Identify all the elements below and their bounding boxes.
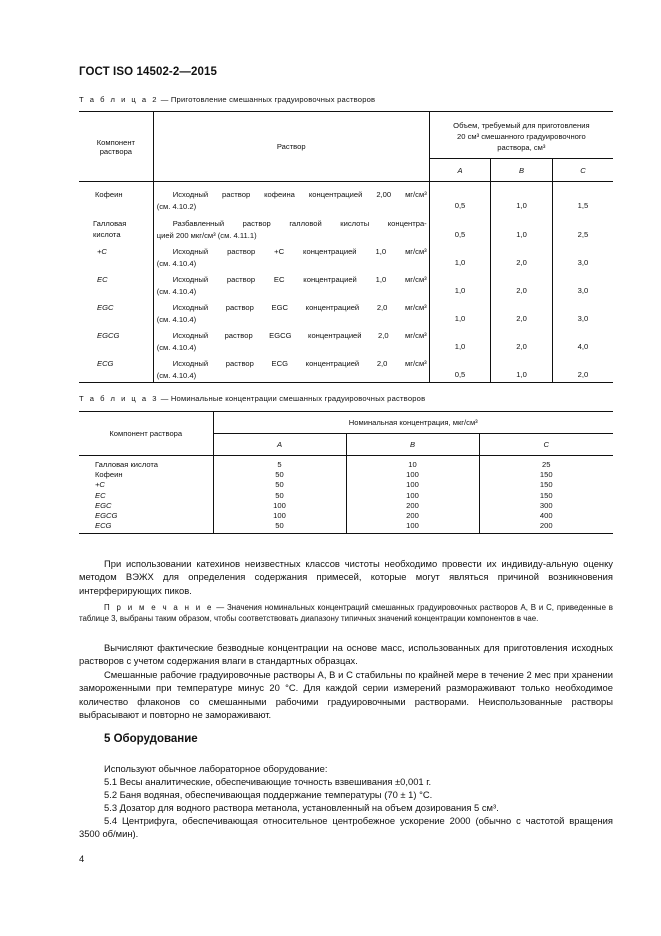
t3-cell-component: ECG: [79, 521, 213, 534]
item-5-4: 5.4 Центрифуга, обеспечивающая относительное центробежное ускорение 2000 (обычно с частотой вращения 3500 об/мин).: [79, 815, 613, 840]
t3-row: [79, 511, 613, 521]
t3-cell-component: Галловая кислота: [79, 456, 213, 471]
t2-solution-line1: Исходный раствор +C концентрацией 1,0 мг/см³: [172, 246, 427, 256]
t3-cell-component: +C: [79, 480, 213, 490]
t3-subheader-c: C: [479, 434, 613, 456]
t2-cell-component: ECG: [79, 355, 153, 383]
table2-caption: [79, 95, 375, 104]
t2-solution-line2: (см. 4.10.4): [156, 258, 197, 268]
t3-row: [79, 480, 613, 490]
t2-cell-a: 0,5: [429, 215, 491, 243]
t2-body: [79, 182, 613, 383]
document-header: ГОСТ ISO 14502-2—2015: [79, 66, 217, 78]
t2-cell-solution: [153, 327, 429, 355]
t3-cell-c: 200: [479, 521, 613, 534]
t2-subheader-c: C: [552, 159, 613, 182]
t3-subheader-a: A: [213, 434, 346, 456]
t3-cell-b: 10: [346, 456, 479, 471]
t2-cell-solution: [153, 299, 429, 327]
t3-cell-a: 100: [213, 511, 346, 521]
t2-header-volume-line2: 20 см³ смешанного градуировочного: [457, 131, 586, 141]
table2-caption-label: Т а б л и ц а 2: [79, 95, 159, 104]
paragraph-3: Смешанные рабочие градуировочные растворы A, B и C стабильны по крайней мере в течение 2 мес при хранении замороженными при температуре минус 20 °C. Для каждой серии измерений размораживают только необходимое количество флаконов со смешанными рабочими градуировочными растворами. Неиспользованные растворы выбрасывают и повторно не замораживают.: [79, 669, 613, 720]
t2-solution-line1: Исходный раствор ECG концентрацией 2,0 мг/см³: [172, 358, 427, 368]
t2-cell-component: EC: [79, 271, 153, 299]
t3-row: [79, 521, 613, 534]
note-text: — Значения номинальных концентраций смешанных градуировочных растворов A, B и C, приведенные в таблице 3, выбраны таким образом, чтобы соответствовать диапазону типичных значений концентрации компонентов в чае.: [79, 603, 613, 624]
t2-subheader-b: B: [491, 159, 553, 182]
t2-cell-solution: [153, 215, 429, 243]
t3-body: [79, 456, 613, 534]
t2-cell-b: 1,0: [491, 182, 553, 215]
t2-cell-solution: [153, 182, 429, 215]
t2-cell-c: 2,5: [577, 229, 589, 239]
t3-cell-c: 150: [539, 470, 553, 480]
t2-row: [79, 355, 613, 383]
item-5-1: 5.1 Весы аналитические, обеспечивающие точность взвешивания ±0,001 г.: [104, 776, 432, 787]
t2-cell-component: Кофеин: [79, 182, 153, 215]
item-5-3: 5.3 Дозатор для водного раствора метанола, установленный на объем дозирования 5 см³.: [104, 802, 499, 813]
t3-cell-b: 200: [346, 501, 479, 511]
t2-header-component: [79, 112, 153, 182]
t2-cell-a: 0,5: [429, 182, 491, 215]
table3-caption: [79, 394, 425, 403]
t2-header-component-line1: Компонент: [96, 137, 136, 147]
t3-cell-c: 150: [539, 490, 553, 500]
paragraph-1: При использовании катехинов неизвестных классов чистоты необходимо провести их индивиду-альную оценку методом ВЭЖХ для определения содержания примесей, которые могут являться причиной возникновения интерферирующих пиков.: [79, 558, 613, 596]
section-title: 5 Оборудование: [104, 733, 198, 745]
t2-solution-line2: (см. 4.10.4): [156, 314, 197, 324]
t2-cell-c: 4,0: [577, 341, 589, 351]
t2-row: [79, 243, 613, 271]
t2-cell-solution: [153, 355, 429, 383]
t2-solution-line2: цией 200 мкг/см³ (см. 4.11.1): [156, 230, 257, 240]
t2-solution-line1: Исходный раствор кофеина концентрацией 2,00 мг/см³: [172, 190, 427, 199]
note: [79, 602, 613, 625]
t2-cell-b: 2,0: [491, 243, 553, 271]
t2-header-volume-line3: раствора, см³: [497, 142, 546, 152]
t2-cell-c: 3,0: [577, 313, 589, 323]
t2-cell-c: 2,0: [552, 355, 613, 383]
t2-subheader-a: A: [429, 159, 491, 182]
t2-cell-b: 1,0: [491, 215, 553, 243]
t3-cell-component: EGCG: [79, 511, 213, 521]
t3-row: [79, 491, 613, 501]
t2-solution-line1: Исходный раствор EC концентрацией 1,0 мг/см³: [172, 274, 427, 284]
paragraph-2: Вычисляют фактические безводные концентрации на основе масс, использованных для приготовления исходных растворов с учетом содержания влаги в стандартных образцах.: [79, 642, 613, 667]
t2-row: [79, 182, 613, 215]
t2-cell-a: 1,0: [429, 243, 491, 271]
t2-cell-c: 3,0: [577, 257, 589, 267]
t2-cell-component: Галловая кислота: [79, 215, 153, 243]
t2-cell-component: +C: [79, 243, 153, 271]
t2-header-solution: Раствор: [153, 112, 429, 182]
t2-row: [79, 299, 613, 327]
t2-cell-solution: [153, 243, 429, 271]
t3-cell-component: EC: [79, 491, 213, 501]
t3-cell-b: 100: [346, 491, 479, 501]
t3-cell-c: 25: [542, 460, 551, 469]
t2-cell-a: 1,0: [429, 271, 491, 299]
t3-cell-a: 50: [213, 491, 346, 501]
t3-cell-c: 400: [539, 511, 553, 521]
t3-cell-b: 100: [346, 521, 479, 534]
t2-header-volume-line1: Объем, требуемый для приготовления: [453, 120, 590, 130]
t3-cell-b: 100: [346, 470, 479, 480]
t2-solution-line1: Разбавленный раствор галловой кислоты концентра-: [172, 218, 427, 228]
table3-caption-text: — Номинальные концентрации смешанных градуировочных растворов: [158, 394, 426, 403]
t2-solution-line1: Исходный раствор EGC концентрацией 2,0 мг/см³: [172, 302, 427, 312]
t3-cell-a: 100: [213, 501, 346, 511]
t2-solution-line2: (см. 4.10.4): [156, 370, 197, 380]
table3-caption-label: Т а б л и ц а 3: [79, 394, 159, 403]
t2-row: [79, 215, 613, 243]
table2-caption-text: — Приготовление смешанных градуировочных растворов: [158, 95, 376, 104]
t2-cell-component: EGC: [79, 299, 153, 327]
t3-header-conc: Номинальная концентрация, мкг/см³: [213, 412, 613, 434]
t2-cell-a: 1,0: [429, 327, 491, 355]
t2-header-component-line2: раствора: [99, 146, 133, 156]
t2-row: [79, 327, 613, 355]
t2-cell-a: 0,5: [429, 355, 491, 383]
item-5-2: 5.2 Баня водяная, обеспечивающая поддержание температуры (70 ± 1) °C.: [104, 789, 433, 800]
table-2: [79, 111, 613, 383]
t3-cell-a: 50: [213, 521, 346, 534]
t3-cell-a: 50: [213, 470, 346, 480]
table-3: [79, 411, 613, 534]
t3-row: [79, 470, 613, 480]
t2-cell-b: 2,0: [491, 271, 553, 299]
t2-solution-line1: Исходный раствор EGCG концентрацией 2,0 мг/см³: [172, 330, 427, 340]
t3-cell-a: 50: [213, 480, 346, 490]
t3-cell-b: 100: [346, 480, 479, 490]
item-intro: Используют обычное лабораторное оборудование:: [104, 763, 328, 774]
t2-solution-line2: (см. 4.10.4): [156, 286, 197, 296]
t2-cell-b: 1,0: [491, 355, 553, 383]
t2-cell-component: EGCG: [79, 327, 153, 355]
t3-cell-c: 150: [539, 480, 553, 490]
t3-subheader-b: B: [346, 434, 479, 456]
t2-solution-line2: (см. 4.10.2): [156, 202, 197, 211]
t3-cell-c: 300: [539, 501, 553, 511]
t3-cell-b: 200: [346, 511, 479, 521]
t2-header-volume: [429, 112, 613, 159]
t2-cell-a: 1,0: [429, 299, 491, 327]
t3-cell-component: EGC: [79, 501, 213, 511]
t2-cell-b: 2,0: [491, 299, 553, 327]
t3-row: [79, 456, 613, 471]
t3-row: [79, 501, 613, 511]
note-label: П р и м е ч а н и е: [104, 603, 214, 612]
t3-cell-a: 5: [213, 456, 346, 471]
t2-cell-b: 2,0: [491, 327, 553, 355]
t2-cell-solution: [153, 271, 429, 299]
t3-cell-component: Кофеин: [79, 470, 213, 480]
page-number: 4: [79, 853, 85, 864]
t3-header-component: Компонент раствора: [79, 412, 213, 456]
t2-cell-c: 3,0: [577, 285, 589, 295]
t2-row: [79, 271, 613, 299]
t2-solution-line2: (см. 4.10.4): [156, 342, 197, 352]
t2-cell-c: 1,5: [577, 201, 589, 210]
